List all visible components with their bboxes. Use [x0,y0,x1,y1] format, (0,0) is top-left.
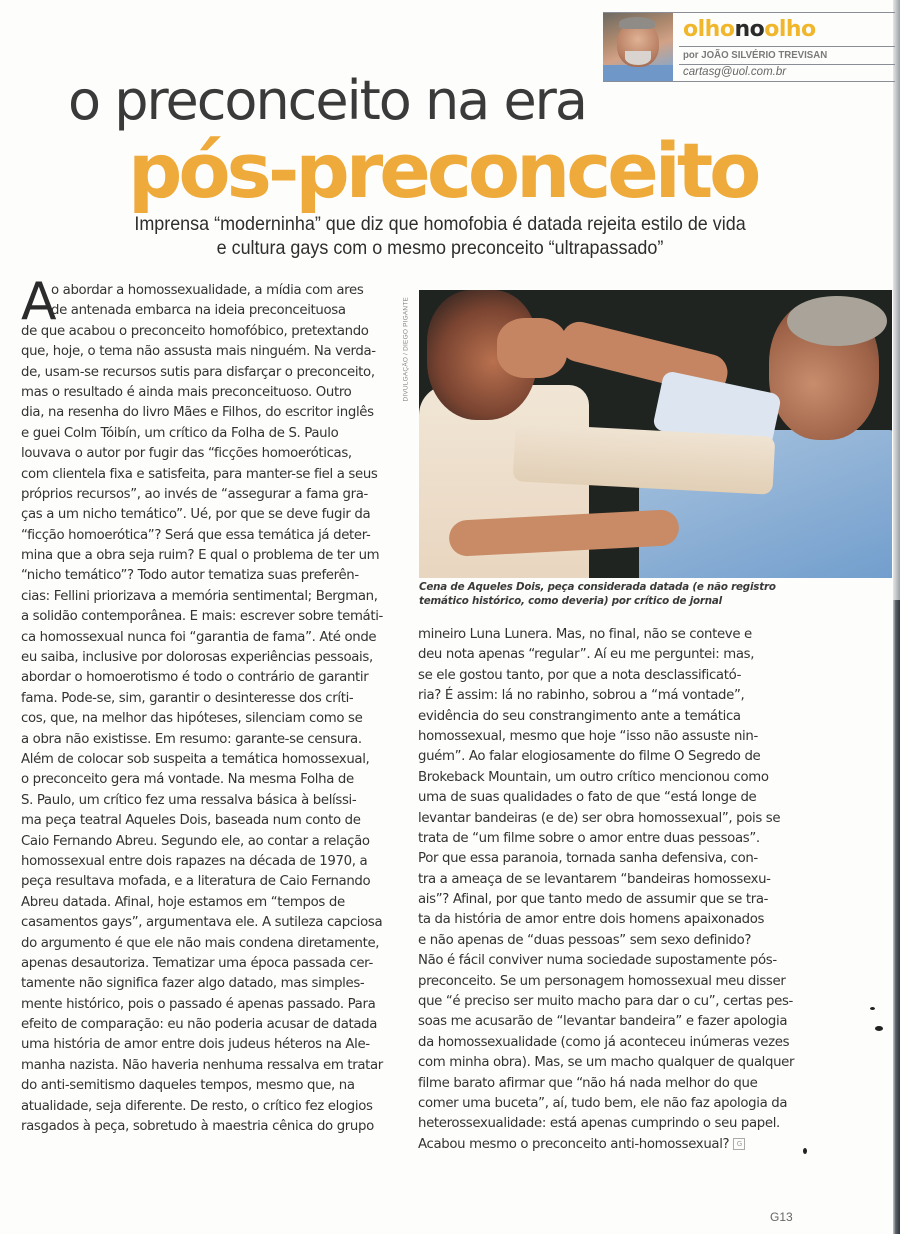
column-brand [683,15,816,45]
body-text-line: cias: Fellini priorizava a memória sentimental; Bergman, [21,588,378,604]
body-text-line: de, usam-se recursos sutis para disfarçar o preconceito, [21,364,375,380]
photo-credit [398,290,412,410]
subheadline [100,212,781,260]
body-text-line: ria? É assim: lá no rabinho, sobrou a “má vontade”, [418,688,745,704]
body-text-line: preconceito. Se um personagem homossexual meu disser [418,973,786,989]
body-text-line: cos, que, na melhor das hipóteses, silenciam como se [21,711,363,727]
body-text-line: tamente não significa fazer algo datado, mas simples- [21,976,365,992]
headline-line-1: o preconceito na era [68,69,586,132]
body-text-line: levantar bandeiras (e de) ser obra homossexual”, pois se [418,810,781,826]
body-text-line: se ele gostou tanto, por que a nota desclassificató- [418,667,742,683]
subheadline-line: e cultura gays com o mesmo preconceito “ultrapassado” [216,237,664,259]
body-text-line: atualidade, seja diferente. De resto, o crítico fez elogios [21,1098,373,1114]
body-text-line: manha nazista. Não haveria nenhuma ressalva em tratar [21,1057,383,1073]
body-text-line: e guei Colm Tóibín, um crítico da Folha de S. Paulo [21,425,339,441]
body-text-line: próprios recursos”, ao invés de “assegurar a fama gra- [21,486,368,502]
body-text-line: homossexual, mesmo que hoje “isso não assuste nin- [418,728,758,744]
photo-caption [419,580,889,608]
body-text-line: abordar o homoerotismo é todo o contrário de garantir [21,670,369,686]
author-email: cartasg@uol.com.br [683,66,787,78]
body-text-line: guém”. Ao falar elogiosamente do filme O Segredo de [418,749,761,765]
body-text-line: mente histórico, pois o passado é apenas passado. Para [21,996,376,1012]
body-text-line: ais”? Afinal, por que tanto medo de assumir que se tra- [418,892,769,908]
binding-strip [893,600,900,1234]
body-text-line: tra a ameaça de se levantarem “bandeiras homossexu- [418,871,771,887]
body-text-line: evidência do seu constrangimento ante a temática [418,708,741,724]
body-text-line: da homossexualidade (como já aconteceu inúmeras vezes [418,1034,790,1050]
body-text-line: mineiro Luna Lunera. Mas, no final, não se conteve e [418,627,752,642]
body-text-line: rasgados à peça, sobretudo à maestria cênica do grupo [21,1119,374,1135]
drop-cap: A [21,272,57,332]
body-text-line: ma peça teatral Aqueles Dois, baseada num conto de [21,813,361,829]
body-text-line: que “é preciso ser muito macho para dar o cu”, certas pes- [418,994,793,1010]
body-text-line: mas o resultado é ainda mais preconceituoso. Outro [21,384,352,400]
body-text-line: ta da história de amor entre dois homens apaixonados [418,912,765,928]
print-speck [870,1007,875,1010]
body-text-line: o preconceito gera má vontade. Na mesma Folha de [21,772,354,788]
subheadline-line: Imprensa “moderninha” que diz que homofobia é datada rejeita estilo de vida [134,213,746,235]
author-photo [603,13,673,81]
body-text-line: efeito de comparação: eu não poderia acusar de datada [21,1017,378,1033]
body-text-line: Abreu datada. Afinal, hoje estamos em “tempos de [21,894,345,910]
body-text-line: dia, na resenha do livro Mães e Filhos, do escritor inglês [21,405,374,421]
body-text-line: mina que a obra seja ruim? E qual o problema de ter um [21,548,380,564]
body-text-line: do anti-semitismo daqueles tempos, mesmo que, na [21,1078,355,1094]
body-text-line: com clientela fixa e satisfeita, para manter-se fiel a seus [21,466,378,482]
author-byline: por JOÃO SILVÉRIO TREVISAN [683,49,828,61]
brand-part-olho-2: olho [764,17,816,42]
print-speck [803,1148,807,1154]
body-text-line: peça resultava mofada, e a literatura de Caio Fernando [21,874,371,890]
divider [679,64,895,65]
body-text-line: de que acabou o preconceito homofóbico, pretextando [21,323,369,339]
body-text-line: “nicho temático”? Todo autor tematiza suas preferên- [21,568,359,584]
body-text-line: com minha obra). Mas, se um macho qualquer de qualquer [418,1055,795,1071]
photo-credit-text: DIVULGAÇÃO / DIEGO PIGANTE [402,296,410,402]
body-text-line: a obra não existisse. Em resumo: garante-se censura. [21,731,362,747]
body-text-line: filme barato afirmar que “não há nada melhor do que [418,1075,758,1091]
caption-line: Cena de Aqueles Dois, peça considerada datada (e não registro [419,581,776,593]
body-text-line: ças a um nicho temático”. Ué, por que se deve fugir da [21,507,371,523]
body-text-line: ca homossexual nunca foi “garantia de fama”. Até onde [21,629,377,645]
body-text-line: uma história de amor entre dois judeus héteros na Ale- [21,1037,370,1053]
body-text-line: heterossexualidade: está apenas cumprindo o seu papel. [418,1116,780,1132]
body-text-line: o abordar a homossexualidade, a mídia com ares [51,283,364,298]
body-text-line: do argumento é que ele não mais condena diretamente, [21,935,380,951]
body-text-line: “ficção homoerótica”? Será que essa temática já deter- [21,527,371,543]
body-text-line: uma de suas qualidades o fato de que “está longe de [418,790,757,806]
body-text-line: que, hoje, o tema não assusta mais ninguém. Na verda- [21,344,376,360]
column-header [603,12,895,82]
body-text-line: homossexual entre dois rapazes na década de 1970, a [21,853,368,869]
body-text-line: a solidão contemporânea. E mais: escrever sobre temáti- [21,609,384,625]
body-text-line: apenas desautoriza. Tematizar uma época passada cer- [21,955,373,971]
brand-part-olho: olho [683,17,735,42]
body-text-line: eu saiba, inclusive por dolorosas experiências pessoais, [21,650,373,666]
brand-part-no: no [734,17,765,42]
page-edge [893,0,900,600]
body-text-line: comer uma buceta”, aí, tudo bem, ele não faz apologia da [418,1095,788,1111]
body-text-line: Acabou mesmo o preconceito anti-homossexual? G [418,1135,818,1155]
body-text-line: Brokeback Mountain, um outro crítico mencionou como [418,769,769,785]
body-text-line: Caio Fernando Abreu. Segundo ele, ao contar a relação [21,833,370,849]
body-column-left [21,272,401,1137]
body-text-line: soas me acusarão de “levantar bandeira” e fazer apologia [418,1014,788,1030]
body-text-line: Além de colocar sob suspeita a temática homossexual, [21,751,370,767]
divider [679,46,895,47]
body-text-line: casamentos gays”, argumentava ele. A sutileza capciosa [21,915,383,931]
body-column-right [418,625,818,1155]
caption-line: temático histórico, como deveria) por crítico de jornal [419,595,722,607]
page-number: G13 [770,1210,793,1224]
body-text-line: S. Paulo, um crítico fez uma ressalva básica à belíssi- [21,792,357,808]
end-mark-icon: G [733,1138,745,1150]
body-text-line: trata de “um filme sobre o amor entre duas pessoas”. [418,830,760,846]
body-text-line: Não é fácil conviver numa sociedade supostamente pós- [418,953,777,969]
body-text-line: e não apenas de “duas pessoas” sem sexo definido? [418,932,752,948]
body-text-line: fama. Pode-se, sim, garantir o desinteresse dos críti- [21,690,354,706]
body-text-line: deu nota apenas “regular”. Aí eu me perguntei: mas, [418,647,755,663]
body-text-line: louvava o autor por fugir das “ficções homoeróticas, [21,446,352,462]
print-speck [875,1026,883,1031]
article-photo [419,290,892,578]
body-text-line: Por que essa paranoia, tornada sanha defensiva, con- [418,851,758,867]
headline-line-2: pós-preconceito [128,126,758,215]
body-text-line: de antenada embarca na ideia preconceituosa [51,303,346,319]
